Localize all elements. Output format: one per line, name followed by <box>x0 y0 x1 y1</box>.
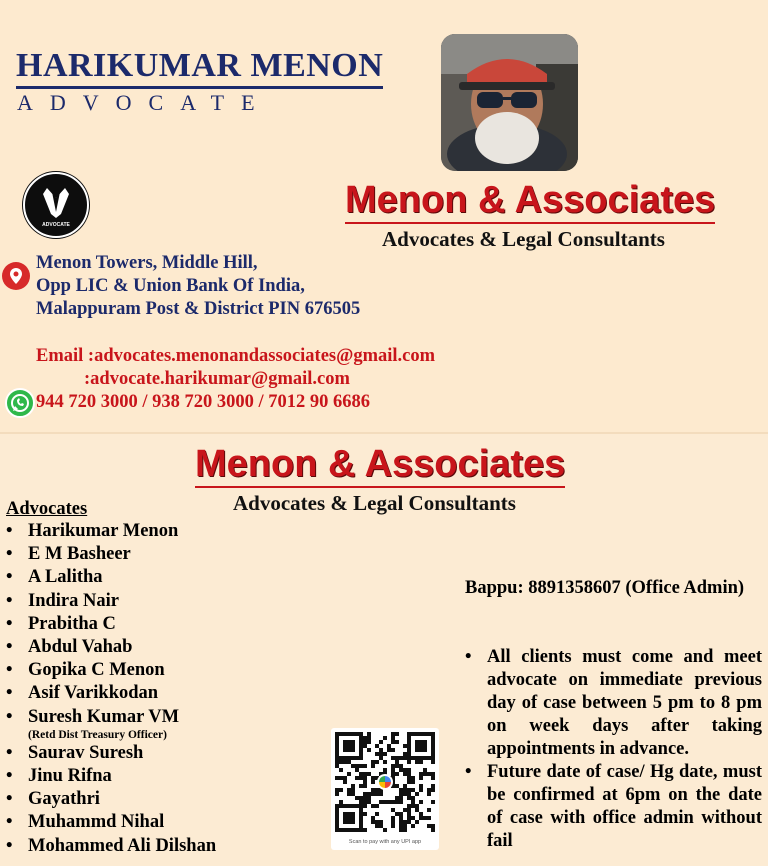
upi-qr-code[interactable] <box>331 728 439 850</box>
address-line-3: Malappuram Post & District PIN 676505 <box>36 299 361 319</box>
advocate-suresh-name: Suresh Kumar VM <box>28 706 180 727</box>
advocate-name: HARIKUMAR MENON <box>16 46 383 89</box>
address-line-1: Menon Towers, Middle Hill, <box>36 253 258 273</box>
email-label: Email : <box>36 346 95 366</box>
qr-code-icon <box>331 728 439 838</box>
advocate-suresh-note: (Retd Dist Treasury Officer) <box>28 728 167 741</box>
firm-tagline-top: Advocates & Legal Consultants <box>382 227 665 251</box>
list-item: • Harikumar Menon <box>6 520 216 543</box>
office-admin-contact: Bappu: 8891358607 (Office Admin) <box>465 578 745 598</box>
list-item: • Prabitha C <box>6 613 216 636</box>
firm-name-top: Menon & Associates <box>345 178 715 224</box>
rule-item: • All clients must come and meet advocate on immediate previous day of case between 5 pm to 8 pm on week days after taking appointments in advance. <box>465 646 762 761</box>
advocate-logo-icon <box>23 172 89 238</box>
whatsapp-icon <box>5 388 35 418</box>
list-item: • E M Basheer <box>6 543 216 566</box>
profession-title: ADVOCATE <box>17 90 272 115</box>
address-line-2: Opp LIC & Union Bank Of India, <box>36 276 305 296</box>
client-rules <box>465 646 762 853</box>
list-item: • A Lalitha <box>6 566 216 589</box>
advocates-list <box>6 520 216 858</box>
email-primary[interactable] <box>36 345 435 368</box>
list-item: • Mohammed Ali Dilshan <box>6 835 216 858</box>
firm-name-bottom: Menon & Associates <box>195 442 565 488</box>
logo-label: ADVOCATE <box>42 222 70 228</box>
list-item: • Indira Nair <box>6 590 216 613</box>
list-item: • Abdul Vahab <box>6 636 216 659</box>
phone-numbers[interactable]: 944 720 3000 / 938 720 3000 / 7012 90 6686 <box>36 392 371 412</box>
location-pin-icon <box>2 262 30 290</box>
list-item: • Asif Varikkodan <box>6 682 216 705</box>
list-item: • Jinu Rifna <box>6 765 216 788</box>
list-item: • Muhammd Nihal <box>6 811 216 834</box>
qr-caption: Scan to pay with any UPI app <box>348 839 422 845</box>
email-primary-value[interactable]: advocates.menonandassociates@gmail.com <box>94 346 436 366</box>
list-item: • Saurav Suresh <box>6 742 216 765</box>
office-address <box>36 252 360 321</box>
email-secondary[interactable]: :advocate.harikumar@gmail.com <box>84 369 350 389</box>
list-item: • Gayathri <box>6 788 216 811</box>
profile-photo <box>441 34 578 171</box>
list-item <box>6 706 216 742</box>
list-item: • Gopika C Menon <box>6 659 216 682</box>
advocates-heading: Advocates <box>6 499 88 519</box>
rule-item: • Future date of case/ Hg date, must be confirmed at 6pm on the date of case with office admin without fail <box>465 761 762 853</box>
firm-tagline-bottom: Advocates & Legal Consultants <box>233 491 516 515</box>
